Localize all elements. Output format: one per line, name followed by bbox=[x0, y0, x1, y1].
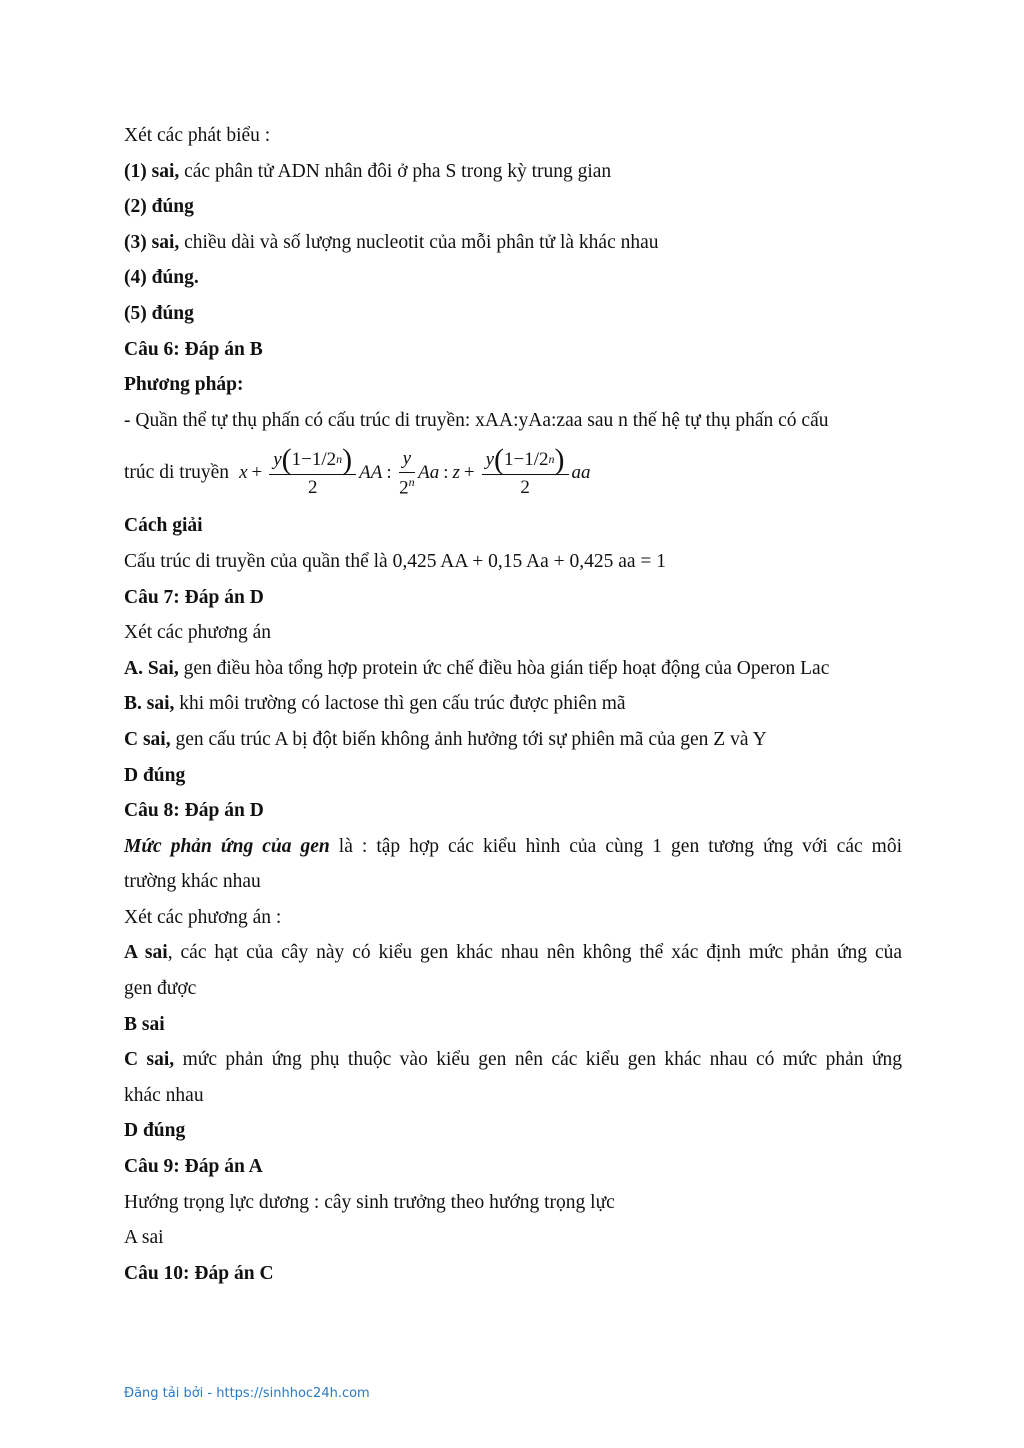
bold-label: Câu 6: Đáp án B bbox=[124, 338, 263, 360]
text-line bbox=[124, 544, 902, 580]
bold-label: B. sai, bbox=[124, 693, 175, 715]
text-line bbox=[124, 332, 902, 368]
bold-label: (5) đúng bbox=[124, 302, 194, 324]
text-line bbox=[124, 1256, 902, 1292]
bold-label: Câu 7: Đáp án D bbox=[124, 586, 264, 608]
exp-n: n bbox=[336, 452, 343, 467]
line-text: gen được bbox=[124, 978, 197, 1000]
text-line bbox=[124, 1042, 902, 1078]
genetic-structure-formula bbox=[239, 442, 591, 499]
text-line bbox=[124, 686, 902, 722]
line-text: , các hạt của cây này có kiểu gen khác nhau nên không thể xác định mức phản ứng của bbox=[167, 942, 903, 964]
bold-label: (1) sai, bbox=[124, 160, 180, 182]
line-text: Hướng trọng lực dương : cây sinh trưởng theo hướng trọng lực bbox=[124, 1191, 615, 1213]
denominator-2: 2 bbox=[520, 476, 530, 498]
text-line bbox=[124, 118, 902, 154]
line-text: A sai bbox=[124, 1227, 164, 1249]
bold-label: Câu 8: Đáp án D bbox=[124, 800, 264, 822]
definition-line-2: trường khác nhau bbox=[124, 871, 261, 893]
text-line bbox=[124, 1149, 902, 1185]
denominator-2: 2 bbox=[307, 476, 318, 498]
text-line bbox=[124, 935, 902, 971]
op-plus: + bbox=[251, 462, 263, 484]
bold-label: A. Sai, bbox=[124, 657, 179, 679]
bold-label: (2) đúng bbox=[124, 196, 194, 218]
text-line bbox=[124, 296, 902, 332]
line-text: các phân tử ADN nhân đôi ở pha S trong kỳ trung gian bbox=[179, 160, 612, 182]
bold-label: Phương pháp: bbox=[124, 374, 244, 396]
bold-label: A sai bbox=[124, 942, 168, 964]
line-text: Xét các phương án bbox=[124, 622, 272, 644]
bold-label: D đúng bbox=[124, 764, 186, 786]
text-line bbox=[124, 1078, 902, 1114]
fraction-AA: y ( 1−1/2 n ) 2 bbox=[269, 448, 356, 499]
fraction-aa: y ( 1−1/2 n ) 2 bbox=[482, 448, 569, 499]
genotype-aa: aa bbox=[571, 462, 591, 484]
text-line bbox=[124, 1113, 902, 1149]
line-text: khi môi trường có lactose thì gen cấu trúc được phiên mã bbox=[174, 693, 626, 715]
text-line bbox=[124, 971, 902, 1007]
var-y: y bbox=[485, 448, 495, 470]
text-block-3 bbox=[124, 900, 902, 1292]
text-line bbox=[124, 651, 902, 687]
definition-term: Mức phản ứng của gen bbox=[124, 835, 330, 857]
document-page bbox=[124, 118, 902, 1291]
text-line bbox=[124, 260, 902, 296]
line-text: mức phản ứng phụ thuộc vào kiểu gen nên các kiểu gen khác nhau có mức phản ứng bbox=[174, 1049, 903, 1071]
op-plus: + bbox=[463, 462, 475, 484]
text-line bbox=[124, 1007, 902, 1043]
definition-line bbox=[124, 829, 902, 865]
text-line bbox=[124, 615, 902, 651]
formula-line bbox=[124, 438, 902, 508]
line-text: gen điều hòa tổng hợp protein ức chế điều hòa gián tiếp hoạt động của Operon Lac bbox=[178, 657, 830, 679]
denominator-2: 2 bbox=[399, 477, 409, 498]
op-colon: : bbox=[386, 462, 392, 484]
var-y: y bbox=[273, 448, 282, 470]
line-text: gen cấu trúc A bị đột biến không ảnh hưởng tới sự phiên mã của gen Z và Y bbox=[170, 728, 767, 750]
text-block-1 bbox=[124, 118, 902, 438]
formula-prefix: trúc di truyền bbox=[124, 462, 230, 484]
genotype-AA: AA bbox=[359, 462, 383, 484]
bold-label: Cách giải bbox=[124, 515, 203, 537]
text-line bbox=[124, 1185, 902, 1221]
var-z: z bbox=[452, 462, 460, 484]
text-line bbox=[124, 403, 902, 439]
footer-source: Đăng tải bởi - https://sinhhoc24h.com bbox=[124, 1386, 370, 1401]
one-minus-half: 1−1/2 bbox=[291, 448, 337, 470]
line-text: Xét các phát biểu : bbox=[124, 125, 271, 146]
bold-label: D đúng bbox=[124, 1120, 186, 1142]
var-y: y bbox=[402, 447, 412, 469]
fraction-Aa bbox=[399, 448, 415, 499]
text-block-2 bbox=[124, 508, 902, 828]
definition-text: là : tập hợp các kiểu hình của cùng 1 gen tương ứng với các môi bbox=[329, 835, 902, 857]
text-line bbox=[124, 225, 902, 261]
bold-label: (3) sai, bbox=[124, 231, 180, 253]
text-line bbox=[124, 508, 902, 544]
bold-label: Câu 9: Đáp án A bbox=[124, 1156, 263, 1178]
text-line bbox=[124, 367, 902, 403]
exp-n: n bbox=[408, 474, 415, 489]
text-line bbox=[124, 758, 902, 794]
bold-label: Câu 10: Đáp án C bbox=[124, 1262, 274, 1284]
bold-label: C sai, bbox=[124, 728, 171, 750]
text-line bbox=[124, 580, 902, 616]
line-text: chiều dài và số lượng nucleotit của mỗi phân tử là khác nhau bbox=[179, 231, 659, 253]
exp-n: n bbox=[548, 452, 555, 467]
one-minus-half: 1−1/2 bbox=[504, 448, 549, 470]
line-text: khác nhau bbox=[124, 1084, 204, 1106]
var-x: x bbox=[239, 462, 248, 484]
line-text: Xét các phương án : bbox=[124, 906, 282, 928]
text-line bbox=[124, 793, 902, 829]
text-line bbox=[124, 189, 902, 225]
text-line bbox=[124, 722, 902, 758]
line-text: Cấu trúc di truyền của quần thể là 0,425 AA + 0,15 Aa + 0,425 aa = 1 bbox=[124, 550, 667, 572]
bold-label: (4) đúng. bbox=[124, 267, 199, 289]
text-line bbox=[124, 154, 902, 190]
line-text: - Quần thể tự thụ phấn có cấu trúc di truyền: xAA:yAa:zaa sau n thế hệ tự thụ phấn có cấu bbox=[124, 409, 829, 431]
text-line bbox=[124, 1220, 902, 1256]
bold-label: B sai bbox=[124, 1013, 165, 1035]
text-line bbox=[124, 900, 902, 936]
bold-label: C sai, bbox=[124, 1049, 175, 1071]
genotype-Aa: Aa bbox=[418, 462, 440, 484]
op-colon: : bbox=[443, 462, 449, 484]
